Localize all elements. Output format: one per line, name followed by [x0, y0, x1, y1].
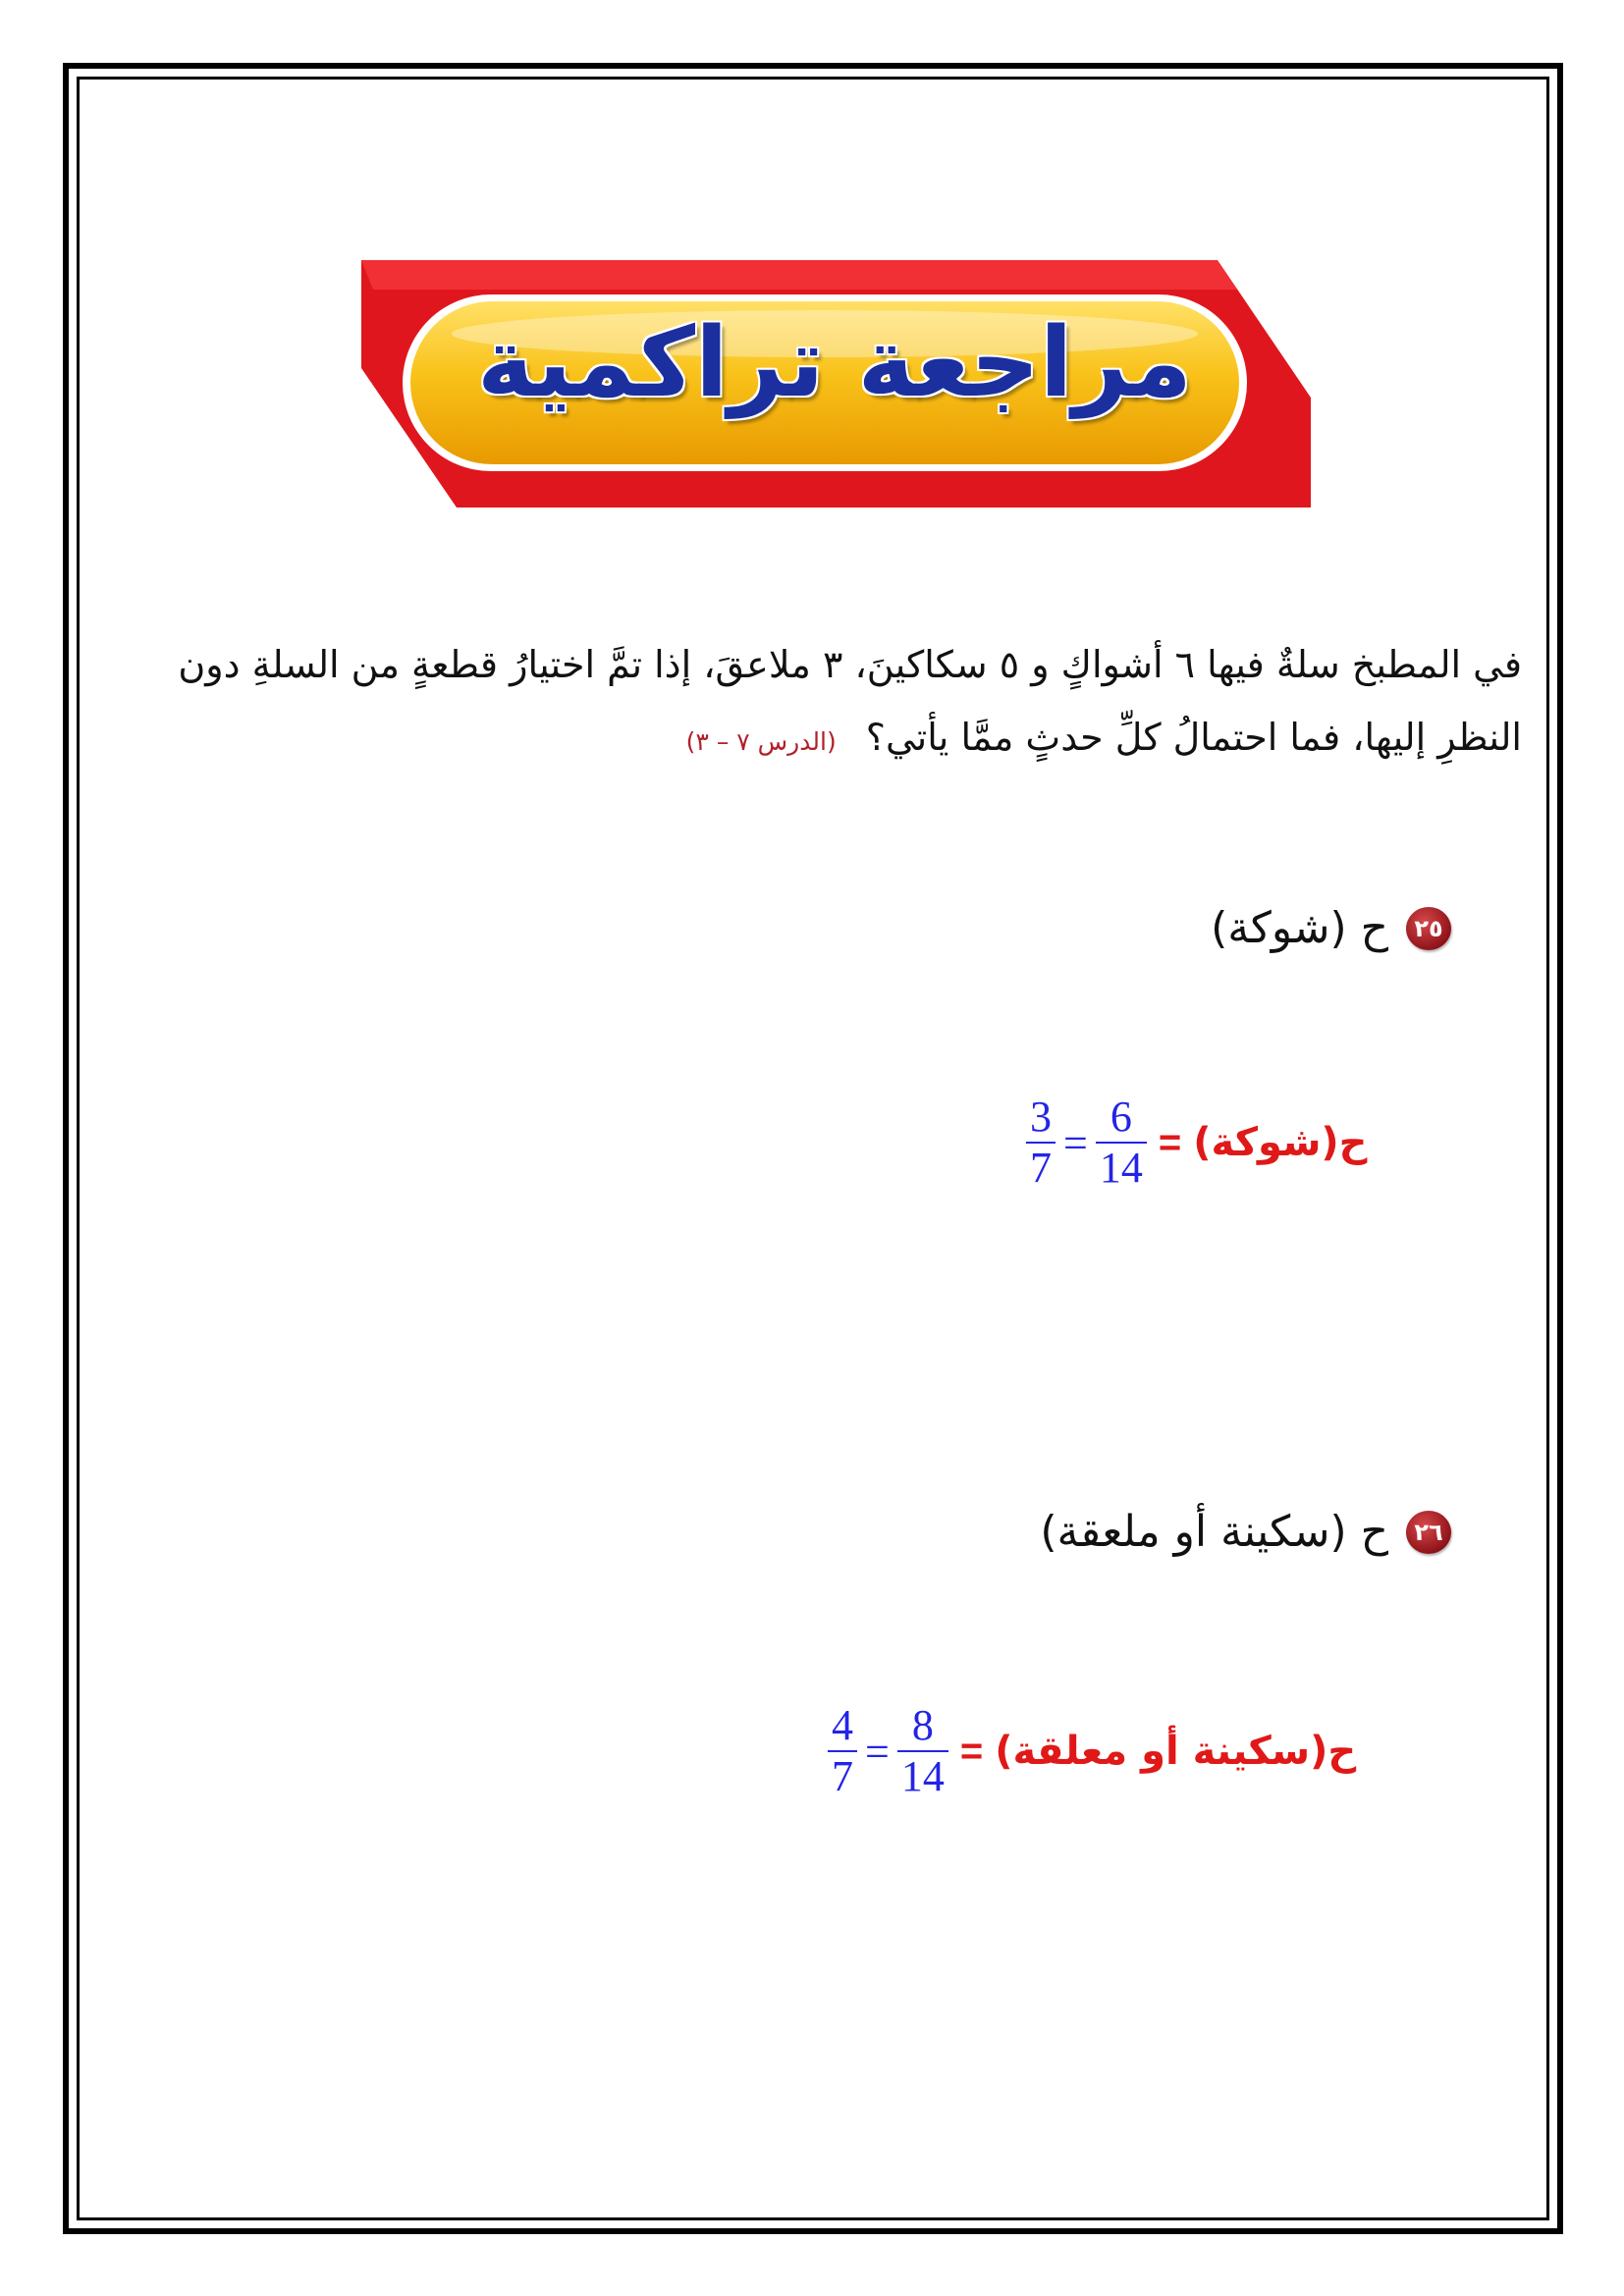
- question-text: ح (سكينة أو ملعقة): [1040, 1507, 1388, 1557]
- lesson-reference: (الدرس ٧ – ٣): [685, 727, 837, 756]
- question-number-badge: ٢٥: [1406, 907, 1451, 950]
- question-25: [1211, 903, 1451, 953]
- fraction-raw: [897, 1703, 948, 1799]
- denominator: 7: [1030, 1144, 1052, 1192]
- question-number-badge: ٢٦: [1406, 1511, 1451, 1554]
- question-text: ح (شوكة): [1211, 903, 1388, 953]
- answer-26: [828, 1703, 1356, 1799]
- equals-sign: =: [865, 1727, 890, 1776]
- intro-paragraph: [103, 628, 1522, 778]
- page-title: مراجعة تراكمية: [476, 307, 1193, 419]
- denominator: 7: [832, 1752, 853, 1800]
- question-26: [1040, 1507, 1451, 1557]
- intro-text: في المطبخ سلةٌ فيها ٦ أشواكٍ و ٥ سكاكينَ، ٣ ملاعقَ، إذا تمَّ اختيارُ قطعةٍ من السلةِ دون النظرِ إليها، فما احتمالُ كلِّ حدثٍ ممَّا يأتي؟: [178, 643, 1522, 759]
- fraction-raw: [1096, 1095, 1147, 1191]
- answer-label: ح(شوكة): [1193, 1120, 1368, 1165]
- answer-25: [1026, 1095, 1368, 1191]
- denominator: 14: [1099, 1144, 1143, 1192]
- numerator: 4: [832, 1701, 853, 1749]
- numerator: 8: [911, 1701, 934, 1749]
- numerator: 3: [1030, 1093, 1052, 1141]
- answer-label: ح(سكينة أو معلقة): [995, 1729, 1357, 1774]
- title-banner: [353, 250, 1316, 510]
- equals-sign: =: [959, 1729, 984, 1773]
- numerator: 6: [1110, 1093, 1132, 1141]
- equals-sign: =: [1158, 1120, 1182, 1164]
- fraction-simplified: [1026, 1095, 1056, 1191]
- equals-sign: =: [1063, 1118, 1088, 1167]
- denominator: 14: [900, 1752, 945, 1800]
- fraction-simplified: [828, 1703, 857, 1799]
